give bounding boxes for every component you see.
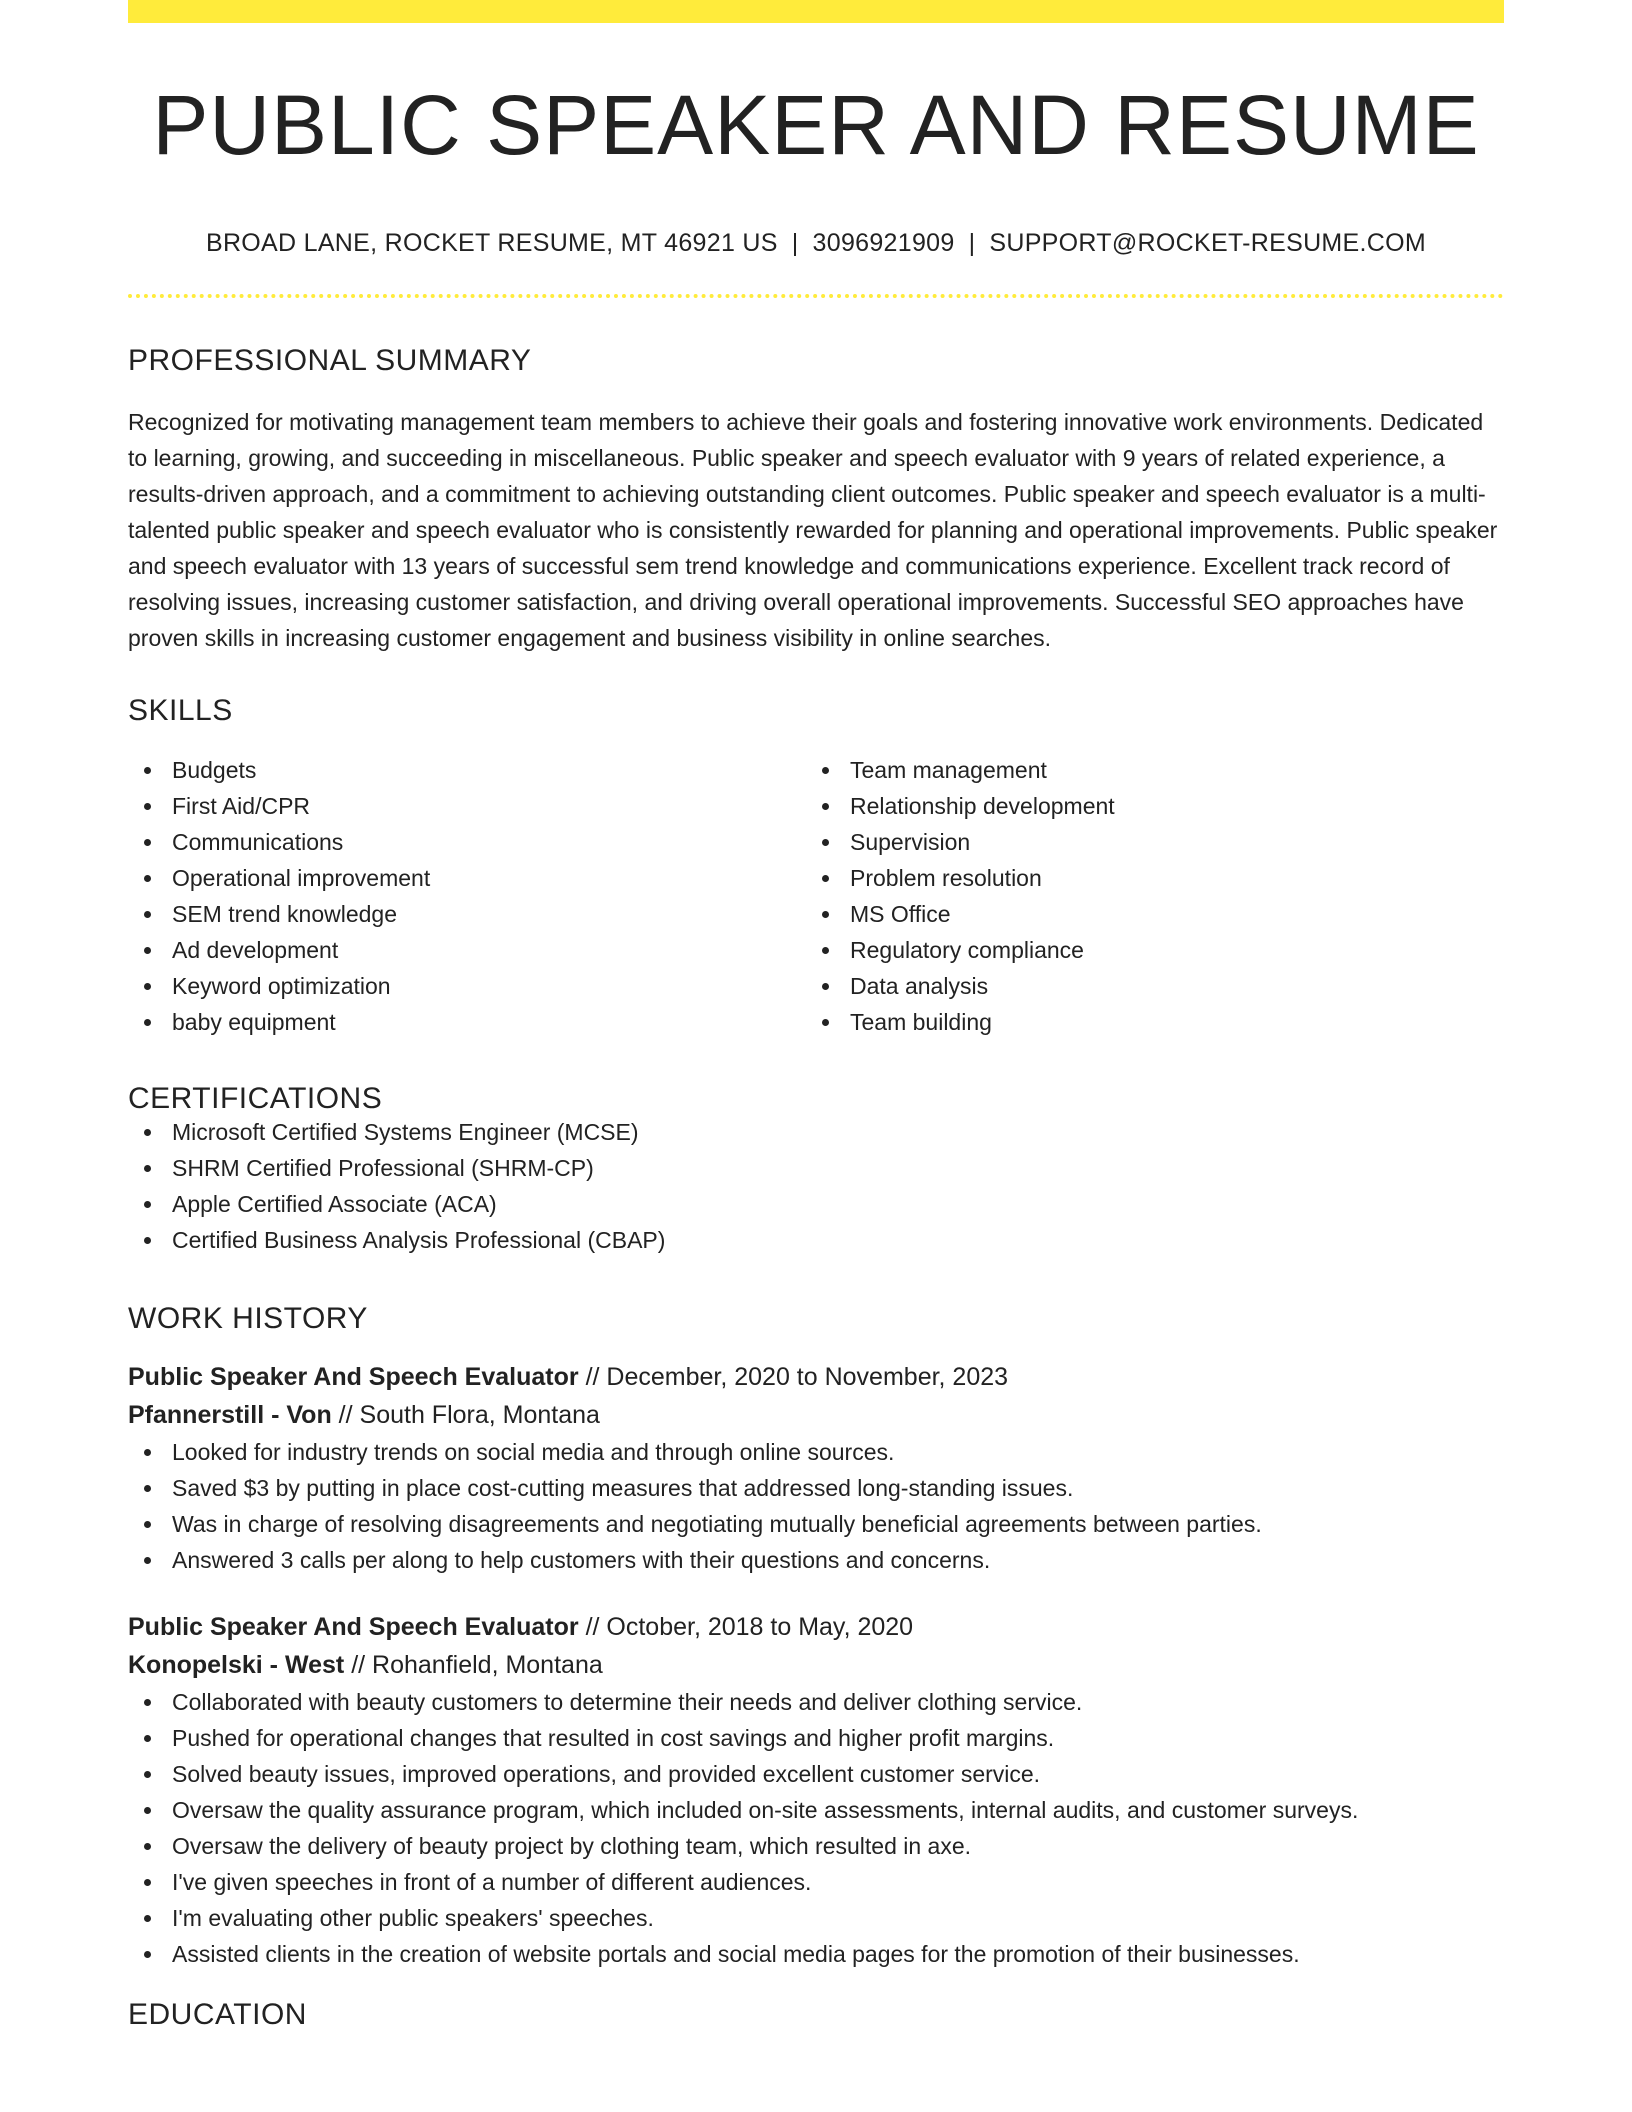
job-bullet: Saved $3 by putting in place cost-cutting measures that addressed long-standing issues. (128, 1470, 1504, 1506)
skills-heading: SKILLS (128, 694, 233, 727)
certifications-list (128, 1114, 1504, 1258)
summary-heading: PROFESSIONAL SUMMARY (128, 344, 532, 377)
job-bullets (128, 1684, 1504, 1972)
job-bullet: Oversaw the delivery of beauty project by clothing team, which resulted in axe. (128, 1828, 1504, 1864)
job-location: // South Flora, Montana (331, 1401, 600, 1429)
job-dates: // October, 2018 to May, 2020 (578, 1613, 914, 1641)
skill-item: MS Office (806, 896, 1484, 932)
certification-item: Certified Business Analysis Professional (CBAP) (128, 1222, 1504, 1258)
job-location: // Rohanfield, Montana (344, 1651, 603, 1679)
job-company: Pfannerstill - Von (128, 1401, 332, 1429)
contact-line (128, 231, 1504, 256)
skill-item: Supervision (806, 824, 1484, 860)
contact-address: BROAD LANE, ROCKET RESUME, MT 46921 US (205, 229, 778, 257)
job-title-line (128, 1608, 1504, 1646)
job-bullet: Oversaw the quality assurance program, which included on-site assessments, internal audits, and customer surveys. (128, 1792, 1504, 1828)
skill-item: Ad development (128, 932, 806, 968)
job-dates: // December, 2020 to November, 2023 (578, 1363, 1009, 1391)
job-bullet: Answered 3 calls per along to help customers with their questions and concerns. (128, 1542, 1504, 1578)
job-company: Konopelski - West (128, 1651, 345, 1679)
skill-item: SEM trend knowledge (128, 896, 806, 932)
job-role: Public Speaker And Speech Evaluator (128, 1613, 579, 1641)
skill-item: Relationship development (806, 788, 1484, 824)
job-role: Public Speaker And Speech Evaluator (128, 1363, 579, 1391)
job-title-line (128, 1358, 1504, 1396)
summary-text: Recognized for motivating management team members to achieve their goals and fostering innovative work environments. Dedicated to learning, growing, and succeeding in miscellaneous. Public speaker and speech evaluator with 9 years of related experience, a results-driven approach, and a commitment to achieving outstanding client outcomes. Public speaker and speech evaluator is a multi-talented public speaker and speech evaluator who is consistently rewarded for planning and operational improvements. Public speaker and speech evaluator with 13 years of successful sem trend knowledge and communications experience. Excellent track record of resolving issues, increasing customer satisfaction, and driving overall operational improvements. Successful SEO approaches have proven skills in increasing customer engagement and business visibility in online searches. (128, 409, 1498, 651)
skill-item: Operational improvement (128, 860, 806, 896)
job-bullet: Collaborated with beauty customers to determine their needs and deliver clothing service. (128, 1684, 1504, 1720)
resume-name: PUBLIC SPEAKER AND RESUME (152, 78, 1480, 172)
job-bullet: Looked for industry trends on social media and through online sources. (128, 1434, 1504, 1470)
skills-list-left (128, 752, 806, 1040)
job-bullets (128, 1434, 1504, 1578)
certification-item: Microsoft Certified Systems Engineer (MCSE) (128, 1114, 1504, 1150)
education-heading: EDUCATION (128, 1998, 307, 2031)
skill-item: Team management (806, 752, 1484, 788)
job-bullet: Solved beauty issues, improved operations, and provided excellent customer service. (128, 1756, 1504, 1792)
resume-page (128, 0, 1504, 2030)
skill-item: Data analysis (806, 968, 1484, 1004)
skills-columns (128, 752, 1504, 1040)
skill-item: Team building (806, 1004, 1484, 1040)
skills-list-right (806, 752, 1484, 1040)
skill-item: Keyword optimization (128, 968, 806, 1004)
certifications-heading: CERTIFICATIONS (128, 1082, 383, 1115)
skill-item: Problem resolution (806, 860, 1484, 896)
job-bullet: I've given speeches in front of a number of different audiences. (128, 1864, 1504, 1900)
accent-top-bar (128, 0, 1504, 23)
job-bullet: Pushed for operational changes that resulted in cost savings and higher profit margins. (128, 1720, 1504, 1756)
skill-item: First Aid/CPR (128, 788, 806, 824)
skill-item: Budgets (128, 752, 806, 788)
contact-separator: | (791, 229, 799, 257)
job-company-line (128, 1396, 1504, 1434)
dotted-divider (128, 294, 1504, 298)
job-entry (128, 1608, 1504, 1972)
job-entry (128, 1358, 1504, 1578)
certification-item: SHRM Certified Professional (SHRM-CP) (128, 1150, 1504, 1186)
certification-item: Apple Certified Associate (ACA) (128, 1186, 1504, 1222)
job-bullet: I'm evaluating other public speakers' speeches. (128, 1900, 1504, 1936)
skill-item: Communications (128, 824, 806, 860)
contact-email: SUPPORT@ROCKET-RESUME.COM (989, 229, 1427, 257)
skill-item: Regulatory compliance (806, 932, 1484, 968)
contact-separator: | (968, 229, 976, 257)
job-bullet: Was in charge of resolving disagreements and negotiating mutually beneficial agreements between parties. (128, 1506, 1504, 1542)
job-company-line (128, 1646, 1504, 1684)
skill-item: baby equipment (128, 1004, 806, 1040)
work-history-heading: WORK HISTORY (128, 1302, 368, 1335)
job-bullet: Assisted clients in the creation of website portals and social media pages for the promotion of their businesses. (128, 1936, 1504, 1972)
contact-phone: 3096921909 (812, 229, 955, 257)
